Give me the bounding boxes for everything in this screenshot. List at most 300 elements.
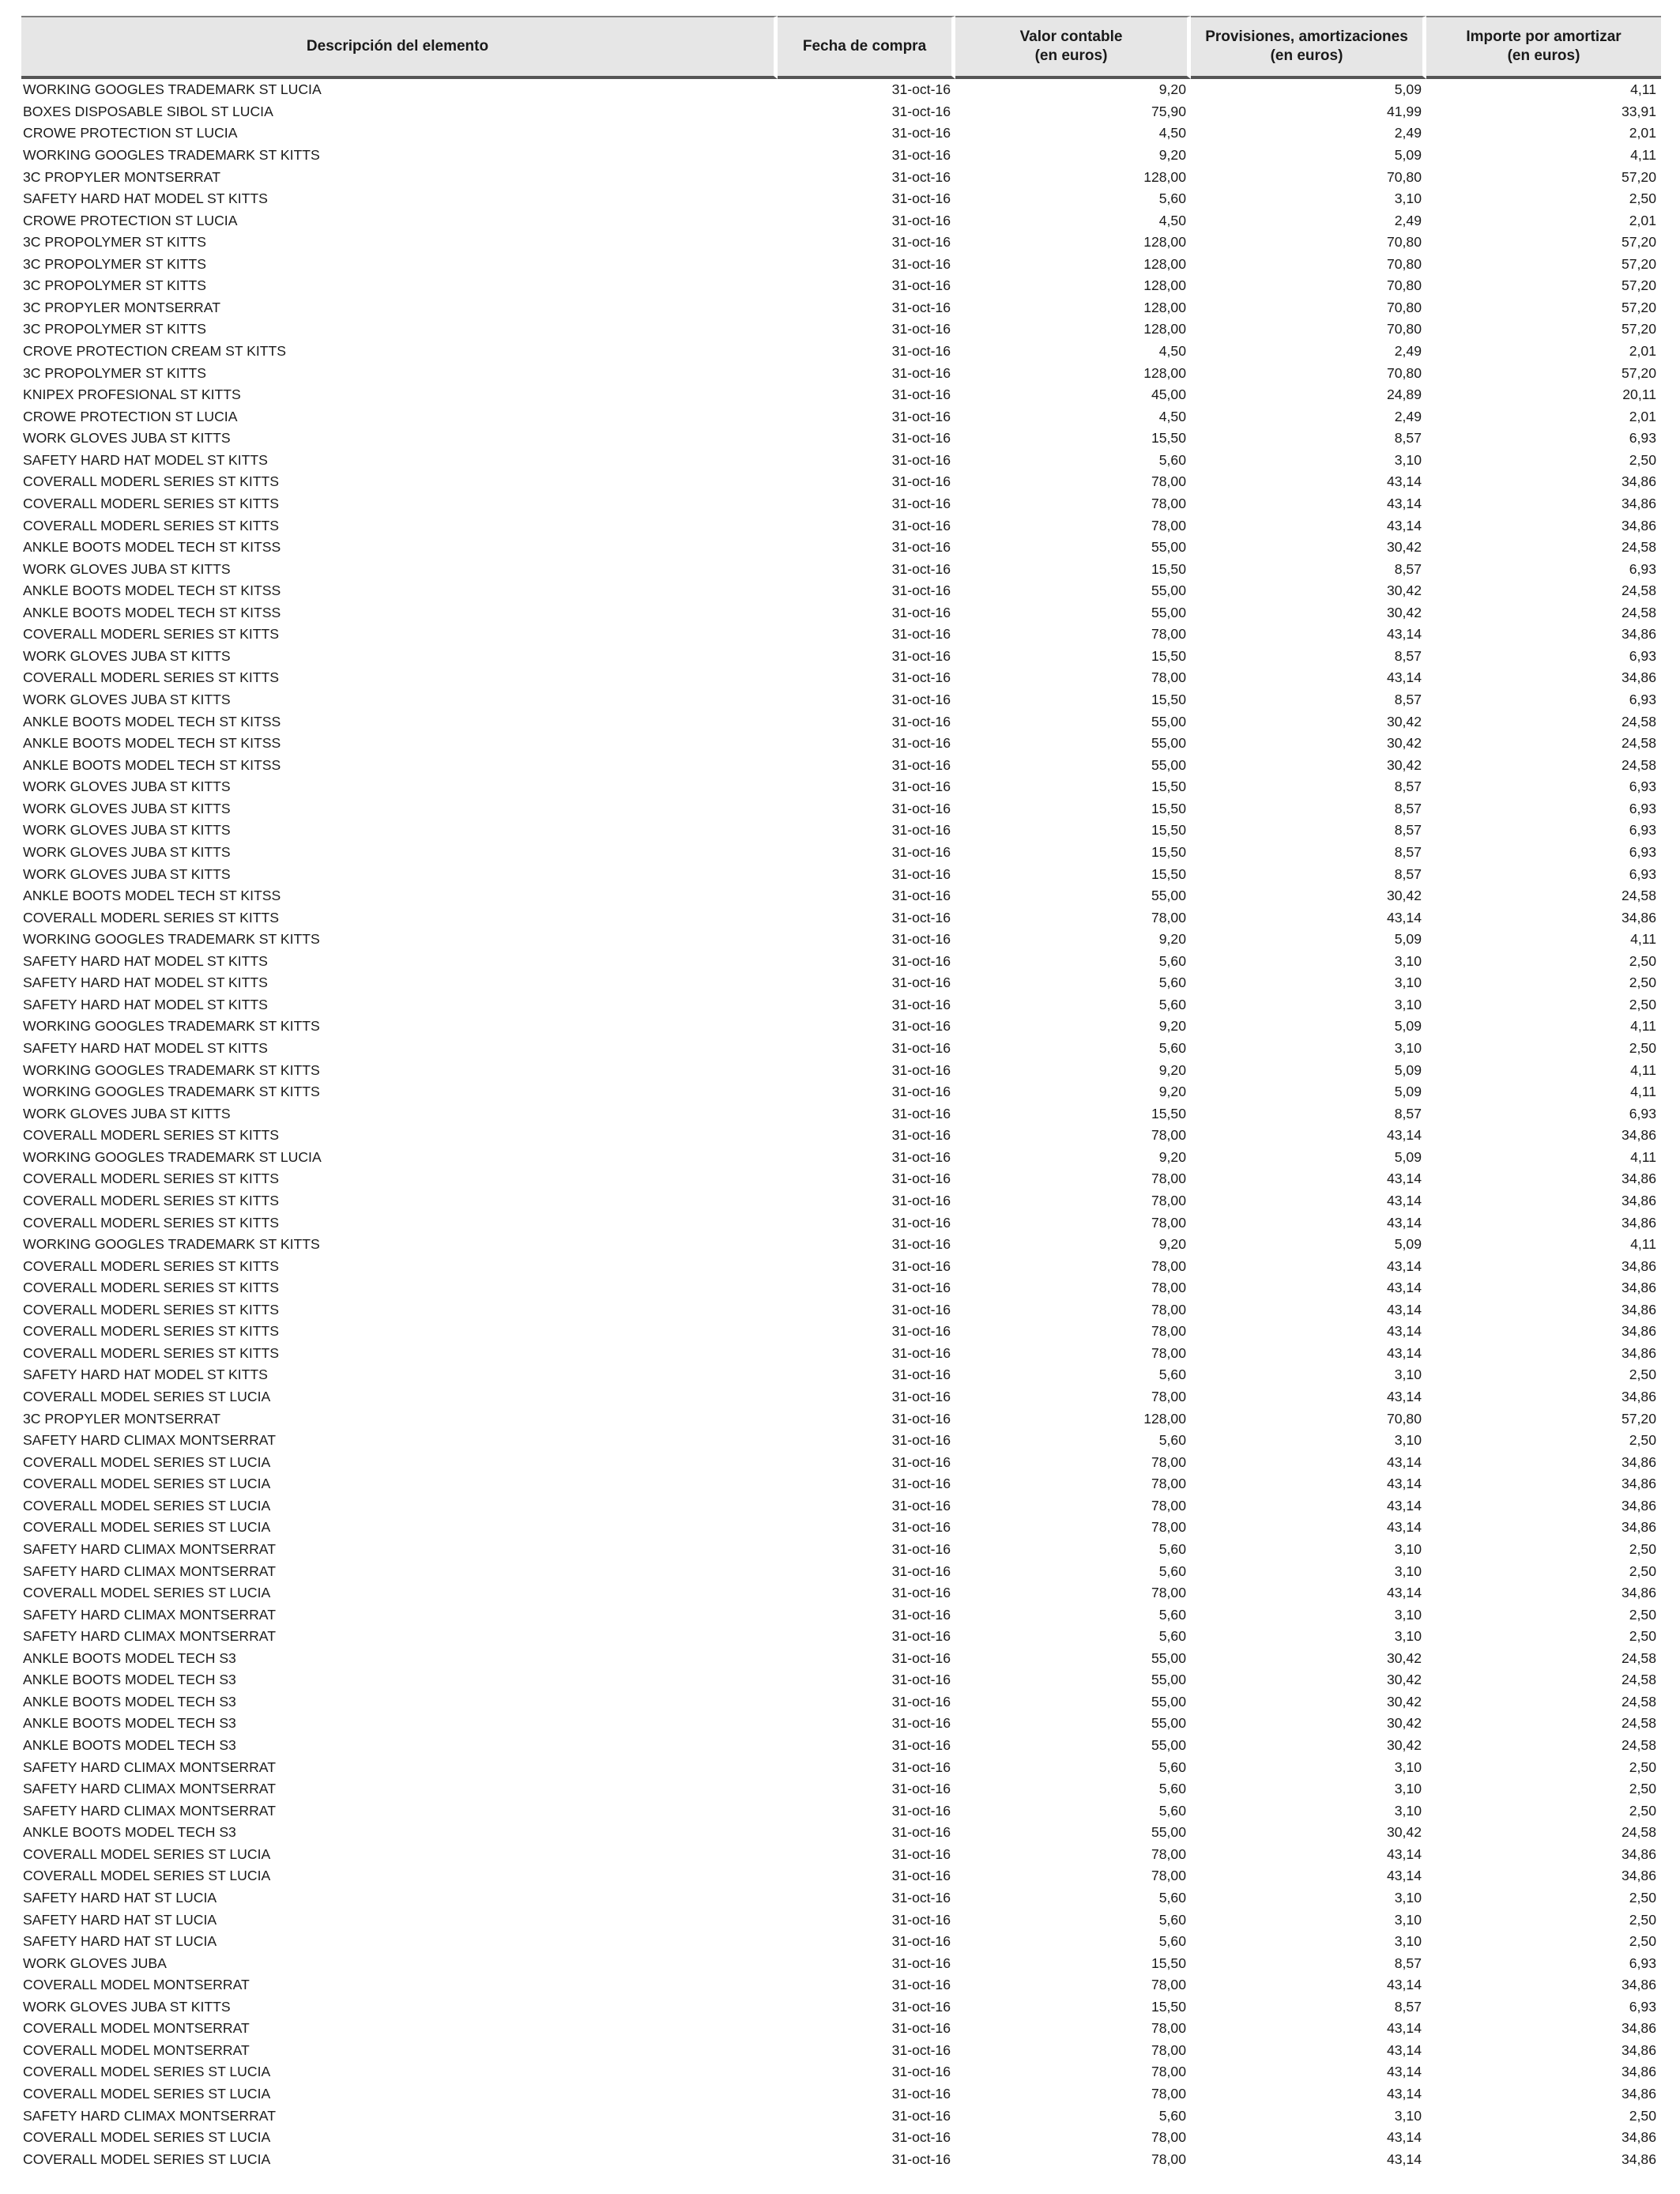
cell-descripcion: WORKING GOOGLES TRADEMARK ST KITTS xyxy=(23,1236,320,1253)
cell-fecha-compra: 31-oct-16 xyxy=(891,1040,951,1057)
cell-fecha-compra: 31-oct-16 xyxy=(891,1236,951,1253)
table-row xyxy=(21,1669,1661,1691)
cell-importe-amortizar: 24,58 xyxy=(1621,582,1656,599)
cell-provisiones: 43,14 xyxy=(1386,626,1422,643)
cell-valor-contable: 5,60 xyxy=(1158,1911,1186,1928)
cell-descripcion: COVERALL MODERL SERIES ST KITTS xyxy=(23,1214,279,1231)
cell-fecha-compra: 31-oct-16 xyxy=(891,1911,951,1928)
cell-descripcion: 3C PROPOLYMER ST KITTS xyxy=(23,234,207,251)
cell-valor-contable: 78,00 xyxy=(1151,517,1186,533)
cell-provisiones: 43,14 xyxy=(1386,1214,1422,1231)
table-row xyxy=(21,1321,1661,1343)
cell-provisiones: 43,14 xyxy=(1386,2129,1422,2146)
cell-valor-contable: 55,00 xyxy=(1151,1715,1186,1732)
cell-provisiones: 43,14 xyxy=(1386,1453,1422,1470)
cell-valor-contable: 78,00 xyxy=(1151,1977,1186,1993)
cell-valor-contable: 78,00 xyxy=(1151,2064,1186,2080)
table-row xyxy=(21,537,1661,559)
cell-valor-contable: 9,20 xyxy=(1158,81,1186,98)
cell-descripcion: 3C PROPOLYMER ST KITTS xyxy=(23,277,207,294)
header-importe-amortizar xyxy=(1426,16,1661,79)
cell-provisiones: 3,10 xyxy=(1394,190,1422,207)
table-row xyxy=(21,362,1661,384)
cell-valor-contable: 55,00 xyxy=(1151,713,1186,729)
table-row xyxy=(21,1255,1661,1277)
cell-valor-contable: 78,00 xyxy=(1151,1301,1186,1318)
cell-importe-amortizar: 4,11 xyxy=(1630,1018,1656,1035)
table-row xyxy=(21,1038,1661,1060)
header-importe-amortizar-unit: (en euros) xyxy=(1507,47,1580,64)
cell-fecha-compra: 31-oct-16 xyxy=(891,1497,951,1514)
table-row xyxy=(21,776,1661,798)
cell-fecha-compra: 31-oct-16 xyxy=(891,1693,951,1710)
cell-provisiones: 3,10 xyxy=(1394,1367,1422,1383)
cell-descripcion: 3C PROPOLYMER ST KITTS xyxy=(23,255,207,272)
cell-fecha-compra: 31-oct-16 xyxy=(891,1977,951,1993)
cell-fecha-compra: 31-oct-16 xyxy=(891,1845,951,1862)
cell-importe-amortizar: 34,86 xyxy=(1621,1344,1656,1361)
cell-fecha-compra: 31-oct-16 xyxy=(891,865,951,882)
cell-valor-contable: 9,20 xyxy=(1158,1061,1186,1078)
cell-fecha-compra: 31-oct-16 xyxy=(891,692,951,708)
cell-descripcion: SAFETY HARD CLIMAX MONTSERRAT xyxy=(23,1628,276,1645)
cell-descripcion: SAFETY HARD HAT MODEL ST KITTS xyxy=(23,974,268,991)
cell-importe-amortizar: 24,58 xyxy=(1621,1672,1656,1688)
cell-descripcion: COVERALL MODEL SERIES ST LUCIA xyxy=(23,1845,271,1862)
table-row xyxy=(21,907,1661,929)
header-valor-contable xyxy=(955,16,1191,79)
cell-descripcion: WORK GLOVES JUBA ST KITTS xyxy=(23,778,231,795)
cell-descripcion: COVERALL MODEL MONTSERRAT xyxy=(23,1977,250,1993)
table-row xyxy=(21,254,1661,276)
table-row xyxy=(21,297,1661,319)
cell-provisiones: 70,80 xyxy=(1386,277,1422,294)
cell-importe-amortizar: 34,86 xyxy=(1621,2064,1656,2080)
cell-fecha-compra: 31-oct-16 xyxy=(891,604,951,620)
cell-valor-contable: 75,90 xyxy=(1151,103,1186,119)
cell-importe-amortizar: 34,86 xyxy=(1621,1257,1656,1274)
cell-valor-contable: 78,00 xyxy=(1151,669,1186,686)
cell-provisiones: 43,14 xyxy=(1386,2041,1422,2058)
cell-fecha-compra: 31-oct-16 xyxy=(891,1672,951,1688)
cell-descripcion: COVERALL MODERL SERIES ST KITTS xyxy=(23,495,279,511)
cell-importe-amortizar: 34,86 xyxy=(1621,473,1656,490)
cell-descripcion: WORK GLOVES JUBA ST KITTS xyxy=(23,647,231,664)
cell-provisiones: 3,10 xyxy=(1394,1889,1422,1906)
cell-importe-amortizar: 34,86 xyxy=(1621,1453,1656,1470)
cell-valor-contable: 55,00 xyxy=(1151,756,1186,773)
cell-provisiones: 70,80 xyxy=(1386,1410,1422,1427)
cell-descripcion: ANKLE BOOTS MODEL TECH ST KITSS xyxy=(23,604,281,620)
table-row xyxy=(21,1430,1661,1452)
cell-importe-amortizar: 6,93 xyxy=(1629,1955,1656,1971)
table-row xyxy=(21,1234,1661,1256)
cell-fecha-compra: 31-oct-16 xyxy=(891,2064,951,2080)
cell-provisiones: 30,42 xyxy=(1386,1715,1422,1732)
cell-fecha-compra: 31-oct-16 xyxy=(891,2129,951,2146)
cell-valor-contable: 9,20 xyxy=(1158,1148,1186,1165)
cell-provisiones: 43,14 xyxy=(1386,909,1422,925)
cell-valor-contable: 78,00 xyxy=(1151,1868,1186,1884)
cell-valor-contable: 78,00 xyxy=(1151,2151,1186,2167)
cell-valor-contable: 128,00 xyxy=(1143,277,1186,294)
cell-fecha-compra: 31-oct-16 xyxy=(891,756,951,773)
cell-descripcion: WORK GLOVES JUBA ST KITTS xyxy=(23,800,231,816)
cell-valor-contable: 5,60 xyxy=(1158,1563,1186,1579)
table-row xyxy=(21,275,1661,297)
cell-valor-contable: 78,00 xyxy=(1151,2086,1186,2102)
cell-importe-amortizar: 57,20 xyxy=(1621,364,1656,381)
cell-descripcion: WORK GLOVES JUBA ST KITTS xyxy=(23,843,231,860)
cell-valor-contable: 55,00 xyxy=(1151,1824,1186,1841)
cell-provisiones: 43,14 xyxy=(1386,1323,1422,1340)
cell-fecha-compra: 31-oct-16 xyxy=(891,1453,951,1470)
header-provisiones-label: Provisiones, amortizaciones xyxy=(1205,28,1408,45)
cell-fecha-compra: 31-oct-16 xyxy=(891,1715,951,1732)
cell-provisiones: 43,14 xyxy=(1386,1868,1422,1884)
cell-fecha-compra: 31-oct-16 xyxy=(891,168,951,185)
cell-valor-contable: 15,50 xyxy=(1151,865,1186,882)
cell-descripcion: COVERALL MODERL SERIES ST KITTS xyxy=(23,473,279,490)
cell-valor-contable: 9,20 xyxy=(1158,1084,1186,1100)
table-row xyxy=(21,1539,1661,1561)
cell-descripcion: COVERALL MODERL SERIES ST KITTS xyxy=(23,1323,279,1340)
table-row xyxy=(21,1648,1661,1670)
cell-valor-contable: 15,50 xyxy=(1151,1998,1186,2015)
table-row xyxy=(21,1103,1661,1125)
cell-provisiones: 41,99 xyxy=(1386,103,1422,119)
cell-valor-contable: 78,00 xyxy=(1151,2020,1186,2037)
cell-fecha-compra: 31-oct-16 xyxy=(891,2086,951,2102)
cell-valor-contable: 128,00 xyxy=(1143,255,1186,272)
cell-importe-amortizar: 2,01 xyxy=(1629,343,1656,360)
cell-importe-amortizar: 34,86 xyxy=(1621,2129,1656,2146)
cell-provisiones: 43,14 xyxy=(1386,1127,1422,1144)
cell-provisiones: 70,80 xyxy=(1386,364,1422,381)
cell-provisiones: 30,42 xyxy=(1386,1737,1422,1754)
cell-provisiones: 43,14 xyxy=(1386,495,1422,511)
cell-descripcion: ANKLE BOOTS MODEL TECH ST KITSS xyxy=(23,888,281,904)
table-row xyxy=(21,1931,1661,1953)
cell-importe-amortizar: 57,20 xyxy=(1621,168,1656,185)
cell-valor-contable: 5,60 xyxy=(1158,1606,1186,1623)
cell-importe-amortizar: 2,50 xyxy=(1629,1367,1656,1383)
table-row xyxy=(21,1517,1661,1539)
cell-descripcion: SAFETY HARD CLIMAX MONTSERRAT xyxy=(23,2107,276,2124)
cell-descripcion: COVERALL MODEL SERIES ST LUCIA xyxy=(23,1519,271,1536)
cell-provisiones: 8,57 xyxy=(1394,778,1422,795)
cell-descripcion: COVERALL MODEL SERIES ST LUCIA xyxy=(23,1497,271,1514)
table-row xyxy=(21,1364,1661,1386)
table-row xyxy=(21,1822,1661,1844)
cell-descripcion: CROWE PROTECTION ST LUCIA xyxy=(23,408,238,424)
cell-provisiones: 43,14 xyxy=(1386,1845,1422,1862)
cell-importe-amortizar: 57,20 xyxy=(1621,321,1656,337)
cell-descripcion: SAFETY HARD HAT MODEL ST KITTS xyxy=(23,451,268,468)
cell-importe-amortizar: 24,58 xyxy=(1621,1649,1656,1666)
cell-valor-contable: 78,00 xyxy=(1151,1171,1186,1187)
table-row xyxy=(21,1887,1661,1909)
cell-descripcion: COVERALL MODERL SERIES ST KITTS xyxy=(23,517,279,533)
cell-importe-amortizar: 2,01 xyxy=(1629,408,1656,424)
cell-importe-amortizar: 34,86 xyxy=(1621,1171,1656,1187)
table-row xyxy=(21,2040,1661,2062)
cell-fecha-compra: 31-oct-16 xyxy=(891,190,951,207)
cell-importe-amortizar: 2,50 xyxy=(1629,1933,1656,1950)
cell-fecha-compra: 31-oct-16 xyxy=(891,800,951,816)
table-row xyxy=(21,1691,1661,1713)
cell-fecha-compra: 31-oct-16 xyxy=(891,669,951,686)
cell-importe-amortizar: 34,86 xyxy=(1621,1977,1656,1993)
cell-importe-amortizar: 34,86 xyxy=(1621,1497,1656,1514)
cell-descripcion: COVERALL MODERL SERIES ST KITTS xyxy=(23,909,279,925)
cell-valor-contable: 55,00 xyxy=(1151,1693,1186,1710)
cell-provisiones: 70,80 xyxy=(1386,299,1422,315)
cell-fecha-compra: 31-oct-16 xyxy=(891,778,951,795)
table-row xyxy=(21,1299,1661,1321)
cell-fecha-compra: 31-oct-16 xyxy=(891,364,951,381)
cell-importe-amortizar: 6,93 xyxy=(1629,692,1656,708)
cell-provisiones: 8,57 xyxy=(1394,1955,1422,1971)
table-row xyxy=(21,1582,1661,1604)
cell-provisiones: 5,09 xyxy=(1394,1084,1422,1100)
cell-descripcion: COVERALL MODERL SERIES ST KITTS xyxy=(23,1301,279,1318)
cell-provisiones: 3,10 xyxy=(1394,1540,1422,1557)
cell-importe-amortizar: 4,11 xyxy=(1630,146,1656,163)
cell-importe-amortizar: 34,86 xyxy=(1621,2041,1656,2058)
cell-provisiones: 43,14 xyxy=(1386,517,1422,533)
cell-valor-contable: 9,20 xyxy=(1158,931,1186,948)
cell-provisiones: 30,42 xyxy=(1386,713,1422,729)
cell-importe-amortizar: 6,93 xyxy=(1629,800,1656,816)
header-provisiones xyxy=(1191,16,1426,79)
table-row xyxy=(21,1147,1661,1169)
table-row xyxy=(21,798,1661,820)
table-row xyxy=(21,1081,1661,1103)
cell-provisiones: 8,57 xyxy=(1394,647,1422,664)
table-row xyxy=(21,1212,1661,1234)
table-row xyxy=(21,1604,1661,1626)
cell-provisiones: 2,49 xyxy=(1394,212,1422,228)
header-provisiones-unit: (en euros) xyxy=(1270,47,1343,64)
cell-fecha-compra: 31-oct-16 xyxy=(891,1018,951,1035)
cell-fecha-compra: 31-oct-16 xyxy=(891,1301,951,1318)
cell-provisiones: 5,09 xyxy=(1394,931,1422,948)
cell-fecha-compra: 31-oct-16 xyxy=(891,996,951,1012)
cell-importe-amortizar: 34,86 xyxy=(1621,1519,1656,1536)
cell-descripcion: WORKING GOOGLES TRADEMARK ST KITTS xyxy=(23,1018,320,1035)
cell-valor-contable: 78,00 xyxy=(1151,1127,1186,1144)
cell-valor-contable: 4,50 xyxy=(1158,212,1186,228)
cell-fecha-compra: 31-oct-16 xyxy=(891,1889,951,1906)
cell-valor-contable: 78,00 xyxy=(1151,1845,1186,1862)
cell-valor-contable: 5,60 xyxy=(1158,1432,1186,1449)
cell-provisiones: 3,10 xyxy=(1394,996,1422,1012)
cell-descripcion: SAFETY HARD CLIMAX MONTSERRAT xyxy=(23,1802,276,1819)
cell-provisiones: 43,14 xyxy=(1386,2086,1422,2102)
cell-provisiones: 43,14 xyxy=(1386,1476,1422,1492)
cell-fecha-compra: 31-oct-16 xyxy=(891,1628,951,1645)
cell-importe-amortizar: 2,50 xyxy=(1629,1781,1656,1797)
table-row xyxy=(21,493,1661,515)
cell-importe-amortizar: 6,93 xyxy=(1629,843,1656,860)
cell-provisiones: 3,10 xyxy=(1394,1040,1422,1057)
cell-fecha-compra: 31-oct-16 xyxy=(891,1367,951,1383)
table-row xyxy=(21,1909,1661,1931)
cell-provisiones: 8,57 xyxy=(1394,430,1422,447)
cell-descripcion: ANKLE BOOTS MODEL TECH ST KITSS xyxy=(23,582,281,599)
cell-importe-amortizar: 34,86 xyxy=(1621,626,1656,643)
cell-descripcion: WORKING GOOGLES TRADEMARK ST LUCIA xyxy=(23,1148,322,1165)
table-row xyxy=(21,580,1661,602)
cell-importe-amortizar: 6,93 xyxy=(1629,778,1656,795)
cell-fecha-compra: 31-oct-16 xyxy=(891,1824,951,1841)
cell-valor-contable: 9,20 xyxy=(1158,1236,1186,1253)
cell-provisiones: 3,10 xyxy=(1394,1911,1422,1928)
cell-valor-contable: 15,50 xyxy=(1151,692,1186,708)
cell-valor-contable: 5,60 xyxy=(1158,190,1186,207)
cell-importe-amortizar: 6,93 xyxy=(1629,1998,1656,2015)
cell-fecha-compra: 31-oct-16 xyxy=(891,1933,951,1950)
cell-descripcion: BOXES DISPOSABLE SIBOL ST LUCIA xyxy=(23,103,273,119)
table-row xyxy=(21,428,1661,450)
table-row xyxy=(21,1495,1661,1517)
cell-fecha-compra: 31-oct-16 xyxy=(891,146,951,163)
cell-provisiones: 43,14 xyxy=(1386,1585,1422,1601)
cell-provisiones: 43,14 xyxy=(1386,473,1422,490)
cell-fecha-compra: 31-oct-16 xyxy=(891,1476,951,1492)
cell-valor-contable: 15,50 xyxy=(1151,822,1186,839)
cell-descripcion: WORK GLOVES JUBA ST KITTS xyxy=(23,560,231,577)
cell-fecha-compra: 31-oct-16 xyxy=(891,888,951,904)
cell-valor-contable: 78,00 xyxy=(1151,1323,1186,1340)
cell-descripcion: WORK GLOVES JUBA ST KITTS xyxy=(23,430,231,447)
cell-provisiones: 43,14 xyxy=(1386,2020,1422,2037)
table-row xyxy=(21,820,1661,842)
cell-fecha-compra: 31-oct-16 xyxy=(891,1105,951,1122)
cell-fecha-compra: 31-oct-16 xyxy=(891,2151,951,2167)
cell-provisiones: 43,14 xyxy=(1386,1280,1422,1296)
table-row xyxy=(21,1952,1661,1974)
cell-descripcion: WORK GLOVES JUBA ST KITTS xyxy=(23,1998,231,2015)
cell-importe-amortizar: 2,50 xyxy=(1629,1628,1656,1645)
cell-valor-contable: 5,60 xyxy=(1158,1540,1186,1557)
cell-valor-contable: 9,20 xyxy=(1158,1018,1186,1035)
cell-valor-contable: 15,50 xyxy=(1151,1105,1186,1122)
cell-valor-contable: 78,00 xyxy=(1151,1476,1186,1492)
table-row xyxy=(21,166,1661,188)
cell-descripcion: COVERALL MODEL MONTSERRAT xyxy=(23,2020,250,2037)
cell-descripcion: SAFETY HARD CLIMAX MONTSERRAT xyxy=(23,1781,276,1797)
cell-provisiones: 43,14 xyxy=(1386,669,1422,686)
cell-provisiones: 5,09 xyxy=(1394,1236,1422,1253)
cell-fecha-compra: 31-oct-16 xyxy=(891,1540,951,1557)
cell-fecha-compra: 31-oct-16 xyxy=(891,822,951,839)
cell-fecha-compra: 31-oct-16 xyxy=(891,1649,951,1666)
cell-descripcion: SAFETY HARD HAT ST LUCIA xyxy=(23,1889,217,1906)
cell-importe-amortizar: 24,58 xyxy=(1621,1693,1656,1710)
cell-fecha-compra: 31-oct-16 xyxy=(891,234,951,251)
cell-fecha-compra: 31-oct-16 xyxy=(891,1998,951,2015)
cell-descripcion: COVERALL MODERL SERIES ST KITTS xyxy=(23,1171,279,1187)
cell-fecha-compra: 31-oct-16 xyxy=(891,2041,951,2058)
cell-valor-contable: 128,00 xyxy=(1143,299,1186,315)
cell-descripcion: WORK GLOVES JUBA ST KITTS xyxy=(23,1105,231,1122)
cell-provisiones: 8,57 xyxy=(1394,692,1422,708)
cell-descripcion: WORK GLOVES JUBA ST KITTS xyxy=(23,692,231,708)
cell-fecha-compra: 31-oct-16 xyxy=(891,408,951,424)
cell-importe-amortizar: 57,20 xyxy=(1621,234,1656,251)
cell-descripcion: COVERALL MODEL SERIES ST LUCIA xyxy=(23,1476,271,1492)
cell-valor-contable: 78,00 xyxy=(1151,909,1186,925)
cell-provisiones: 8,57 xyxy=(1394,800,1422,816)
cell-descripcion: SAFETY HARD HAT MODEL ST KITTS xyxy=(23,996,268,1012)
cell-valor-contable: 78,00 xyxy=(1151,1519,1186,1536)
cell-importe-amortizar: 24,58 xyxy=(1621,756,1656,773)
cell-importe-amortizar: 24,58 xyxy=(1621,1715,1656,1732)
cell-importe-amortizar: 2,50 xyxy=(1629,1563,1656,1579)
cell-valor-contable: 128,00 xyxy=(1143,234,1186,251)
cell-descripcion: KNIPEX PROFESIONAL ST KITTS xyxy=(23,386,241,403)
cell-descripcion: SAFETY HARD HAT MODEL ST KITTS xyxy=(23,1367,268,1383)
cell-provisiones: 2,49 xyxy=(1394,125,1422,141)
cell-importe-amortizar: 57,20 xyxy=(1621,277,1656,294)
table-header xyxy=(21,16,1661,79)
cell-valor-contable: 78,00 xyxy=(1151,1280,1186,1296)
cell-importe-amortizar: 24,58 xyxy=(1621,888,1656,904)
cell-valor-contable: 15,50 xyxy=(1151,800,1186,816)
table-row xyxy=(21,558,1661,580)
cell-importe-amortizar: 4,11 xyxy=(1630,1148,1656,1165)
cell-provisiones: 43,14 xyxy=(1386,1389,1422,1405)
cell-valor-contable: 55,00 xyxy=(1151,604,1186,620)
cell-descripcion: SAFETY HARD CLIMAX MONTSERRAT xyxy=(23,1540,276,1557)
cell-importe-amortizar: 34,86 xyxy=(1621,2086,1656,2102)
cell-importe-amortizar: 34,86 xyxy=(1621,1389,1656,1405)
cell-fecha-compra: 31-oct-16 xyxy=(891,1127,951,1144)
inventory-sheet xyxy=(21,16,1661,2170)
table-row xyxy=(21,1996,1661,2019)
table-row xyxy=(21,1125,1661,1147)
cell-fecha-compra: 31-oct-16 xyxy=(891,1061,951,1078)
header-fecha-compra xyxy=(778,16,955,79)
table-row xyxy=(21,1408,1661,1430)
cell-importe-amortizar: 24,58 xyxy=(1621,713,1656,729)
cell-descripcion: WORKING GOOGLES TRADEMARK ST KITTS xyxy=(23,1084,320,1100)
cell-valor-contable: 78,00 xyxy=(1151,626,1186,643)
cell-provisiones: 30,42 xyxy=(1386,539,1422,556)
cell-valor-contable: 4,50 xyxy=(1158,343,1186,360)
cell-valor-contable: 78,00 xyxy=(1151,1214,1186,1231)
table-row xyxy=(21,450,1661,472)
cell-provisiones: 24,89 xyxy=(1386,386,1422,403)
cell-importe-amortizar: 2,50 xyxy=(1629,1911,1656,1928)
cell-importe-amortizar: 6,93 xyxy=(1629,865,1656,882)
cell-valor-contable: 78,00 xyxy=(1151,1585,1186,1601)
cell-fecha-compra: 31-oct-16 xyxy=(891,1606,951,1623)
cell-descripcion: SAFETY HARD HAT ST LUCIA xyxy=(23,1933,217,1950)
cell-descripcion: WORK GLOVES JUBA ST KITTS xyxy=(23,822,231,839)
cell-provisiones: 3,10 xyxy=(1394,952,1422,969)
cell-descripcion: WORKING GOOGLES TRADEMARK ST KITTS xyxy=(23,146,320,163)
cell-descripcion: COVERALL MODEL SERIES ST LUCIA xyxy=(23,1868,271,1884)
cell-importe-amortizar: 2,50 xyxy=(1629,974,1656,991)
cell-provisiones: 30,42 xyxy=(1386,1693,1422,1710)
cell-fecha-compra: 31-oct-16 xyxy=(891,517,951,533)
cell-importe-amortizar: 4,11 xyxy=(1630,1236,1656,1253)
cell-fecha-compra: 31-oct-16 xyxy=(891,1519,951,1536)
cell-importe-amortizar: 57,20 xyxy=(1621,255,1656,272)
